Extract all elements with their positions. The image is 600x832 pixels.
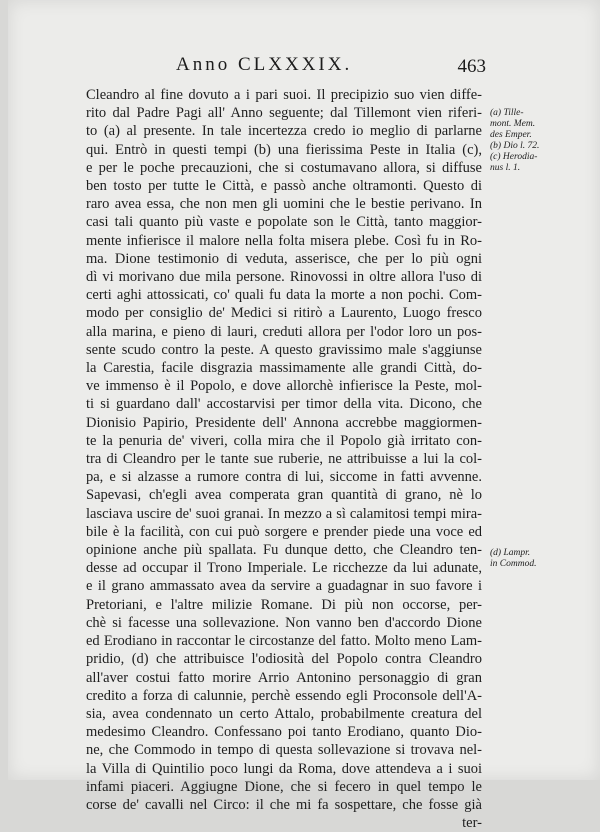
margin-note-line: (b) Dio l. 72. (490, 141, 540, 151)
text-line: ed Erodiano in raccontar le circostanze del fatto. Molto meno Lam- (86, 633, 482, 650)
margin-note-line: (a) Tille- (490, 108, 524, 118)
margin-note-a (490, 108, 539, 174)
text-line: modo per consiglio de' Medici si ritirò a Laurento, Luogo fresco (86, 305, 482, 322)
text-line: e il grano ammassato avea da servire a guadagnar in suo favore i (86, 578, 482, 595)
text-line: la Carestia, facile disgrazia massimamente alle grandi Città, do- (86, 360, 482, 377)
margin-note-d (490, 548, 536, 570)
text-line: ti si guardano dall' accostarvisi per timor della vita. Dicono, che (86, 396, 482, 413)
text-line: raro avea essa, che non men gli uomini che le bestie perivano. In (86, 196, 482, 213)
page-header (176, 54, 486, 82)
text-line: Cleandro al fine dovuto a i pari suoi. Il precipizio suo vien diffe- (86, 87, 482, 103)
text-line: mente infierisce il malore nella folta misera plebe. Così fu in Ro- (86, 232, 482, 249)
text-line: ma. Dione testimonio di veduta, asserisce, che per lo più ogni (86, 250, 482, 267)
text-line: all'aver costui fatto morire Arrio Antonino personaggio di gran (86, 669, 482, 686)
margin-note-line: in Commod. (490, 559, 537, 569)
text-line: Pretoriani, e l'altre milizie Romane. Di più non occorse, per- (86, 596, 482, 613)
running-title: Anno CLXXXIX. (176, 54, 353, 75)
text-line: rito dal Padre Pagi all' Anno seguente; dal Tillemont vien riferi- (86, 105, 482, 122)
text-line: infami piaceri. Aggiugne Dione, che si fecero in quel tempo le (86, 778, 482, 795)
book-page (8, 0, 600, 832)
margin-note-line: nus l. 1. (490, 163, 521, 173)
text-line: alla marina, e pieno di lauri, creduti allora per l'odor loro un pos- (86, 323, 482, 340)
text-line: ne, che Commodo in tempo di questa sollevazione si trovava nel- (86, 742, 482, 759)
body-text (86, 86, 482, 832)
text-line: e per le poche precauzioni, che si costumavano allora, si diffuse (86, 159, 482, 176)
text-line: ter- (462, 815, 482, 832)
text-line: bile è la facilità, con cui può sorgere e prender piede una voce ed (86, 523, 482, 540)
text-line: desse ad occupar il Trono Imperiale. Le ricchezze da lui adunate, (86, 560, 482, 577)
text-line: sia, avea condennato un certo Attalo, probabilmente creatura del (86, 705, 482, 722)
text-line: Dionisio Papirio, Presidente dell' Annona accrebbe maggiormen- (86, 414, 482, 431)
text-line: sente scudo contro la peste. A questo gravissimo male s'aggiunse (86, 341, 482, 358)
text-line: chè si facesse una sollevazione. Non vanno ben d'accordo Dione (86, 614, 482, 631)
margin-note-line: mont. Mem. (490, 119, 536, 129)
text-line: pridio, (d) che attribuisce l'odiosità del Popolo contra Cleandro (86, 651, 482, 668)
text-line: ve immenso è il Popolo, e dove allorchè infierisce la Peste, mol- (86, 378, 482, 395)
text-line: pa, e si alzasse a rumore contra di lui, siccome in fatti avvenne. (86, 469, 482, 486)
text-line: opinione anche più spallata. Fu dunque detto, che Cleandro ten- (86, 542, 482, 559)
text-line: qui. Entrò in questi tempi (b) una fierissima Peste in Italia (c), (86, 141, 482, 158)
text-line: certi aghi attossicati, co' quali fu data la morte a non pochi. Com- (86, 287, 482, 304)
text-line: ben tosto per tutte le Città, e passò anche oltramonti. Questo di (86, 178, 482, 195)
text-line: medesimo Cleandro. Confessano poi tanto Erodiano, quanto Dio- (86, 724, 482, 741)
text-line: credito a forza di calunnie, perchè essendo egli Proconsole dell'A- (86, 687, 482, 704)
text-line: to (a) al presente. In tale incertezza credo io meglio di parlarne (86, 123, 482, 140)
text-line: lasciava uscire de' suoi granai. In mezzo a sì calamitosi tempi mira- (86, 505, 482, 522)
text-line: tra di Cleandro per le tante sue ruberie, ne attribuisse a lui la col- (86, 451, 482, 468)
text-line: dì vi morivano due mila persone. Rinovossi in oltre allora l'uso di (86, 269, 482, 286)
text-line: la Villa di Quintilio poco lungi da Roma, dove attendeva a i suoi (86, 760, 482, 777)
text-line: te la penuria de' viveri, colla mira che il Popolo già irritato con- (86, 432, 482, 449)
text-line: casi tali quanto più vaste e popolate son le Città, tanto maggior- (86, 214, 482, 231)
text-line: Sapevasi, ch'egli avea comperata gran quantità di grano, nè lo (86, 487, 482, 504)
page-number: 463 (457, 56, 486, 77)
margin-note-line: (d) Lampr. (490, 548, 531, 558)
margin-note-line: (c) Herodia- (490, 152, 538, 162)
margin-note-line: des Emper. (490, 130, 532, 140)
text-line: corse de' cavalli nel Circo: il che mi fa sospettare, che fosse già (86, 796, 482, 813)
